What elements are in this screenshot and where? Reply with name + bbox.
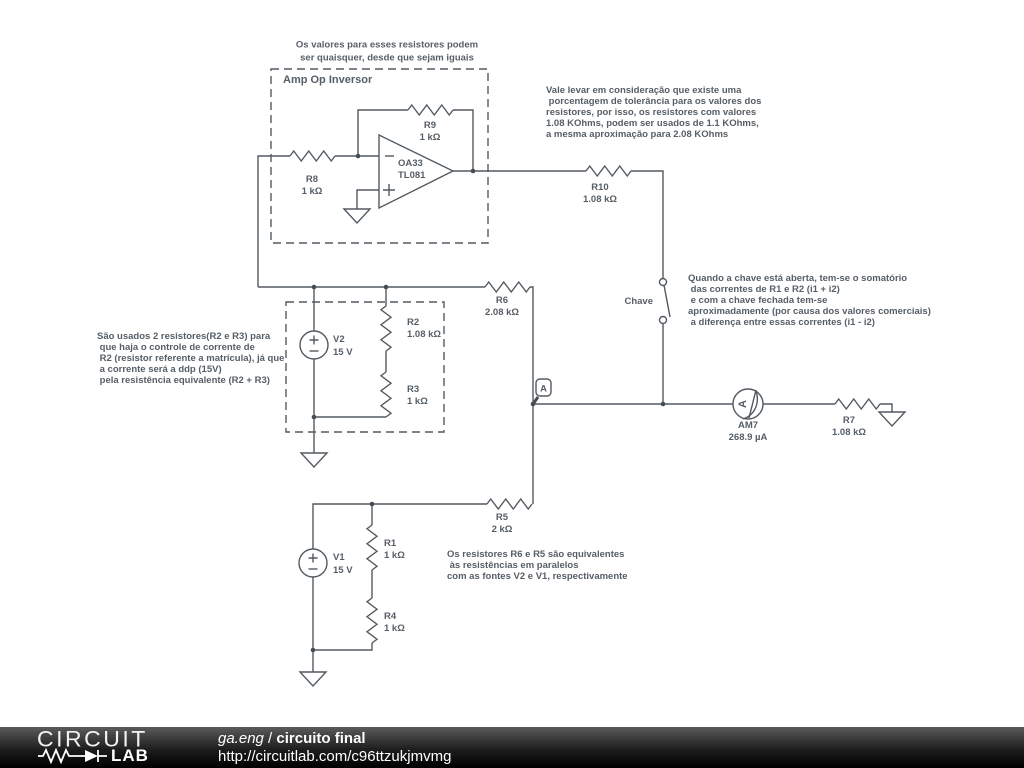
junction-dot <box>356 154 361 159</box>
component-label: R6 <box>495 295 509 306</box>
annotation-switch <box>688 273 931 328</box>
source-circle <box>300 331 328 359</box>
footer-title-line <box>218 730 451 748</box>
resistor-R1[interactable] <box>367 525 405 570</box>
resistor-R10[interactable] <box>583 166 631 205</box>
logo-lab-text: LAB <box>111 746 149 765</box>
junction-dot <box>370 502 375 507</box>
annotation-line: das correntes de R1 e R2 (i1 + i2) <box>688 284 840 295</box>
annotation-line: porcentagem de tolerância para os valores dos <box>546 96 762 107</box>
component-value: 1 kΩ <box>301 186 323 197</box>
annotation-line: a diferença entre essas correntes (i1 - i2) <box>688 317 875 328</box>
resistor-symbol <box>835 399 880 409</box>
annotation-line: ser quaisquer, desde que sejam iguais <box>300 52 474 64</box>
resistor-symbol <box>485 282 530 292</box>
junction-dot <box>311 648 316 653</box>
annotation-line: Os resistores R6 e R5 são equivalentes <box>447 549 625 560</box>
annotation-line: Vale levar em consideração que existe uma <box>546 85 742 96</box>
component-value: 1 kΩ <box>407 396 428 407</box>
annotation-line: Os valores para esses resistores podem <box>295 39 479 51</box>
component-value: 1 kΩ <box>384 550 405 561</box>
resistor-symbol <box>408 105 453 115</box>
switch-chave[interactable] <box>624 279 670 324</box>
wire <box>314 359 386 417</box>
wire <box>357 190 379 209</box>
separator: / <box>263 730 277 747</box>
resistor-R2[interactable] <box>381 306 441 351</box>
annotation-line: São usados 2 resistores(R2 e R3) para <box>97 331 271 342</box>
ground-icon <box>300 672 326 686</box>
component-model: TL081 <box>398 170 426 181</box>
component-label: AM7 <box>737 420 759 431</box>
switch-terminal <box>660 317 667 324</box>
wire <box>631 171 663 278</box>
source-circle <box>299 549 327 577</box>
annotation-equivalent <box>447 549 628 582</box>
component-value: 1.08 kΩ <box>582 194 618 205</box>
annotation-line: e com a chave fechada tem-se <box>688 295 828 306</box>
component-label: R2 <box>407 317 420 328</box>
resistor-symbol <box>367 598 377 643</box>
resistor-symbol <box>290 151 335 161</box>
annotation-current-control <box>97 331 284 386</box>
component-label: V1 <box>333 552 345 563</box>
wire <box>258 156 290 287</box>
annotation-line: às resistências em paralelos <box>447 560 579 571</box>
resistor-R6[interactable] <box>485 282 530 318</box>
wire <box>313 577 372 650</box>
resistor-symbol <box>381 372 391 417</box>
node-flag-A[interactable] <box>533 379 551 404</box>
circuit-url[interactable]: http://circuitlab.com/c96ttzukjmvmg <box>218 748 452 765</box>
footer-bar <box>0 727 1024 768</box>
component-label: R10 <box>591 182 609 193</box>
author-name[interactable]: ga.eng <box>218 730 264 747</box>
annotation-line: com as fontes V2 e V1, respectivamente <box>447 571 628 582</box>
annotation-line: resistores, por isso, os resistores com valores <box>546 107 757 118</box>
annotation-line: R2 (resistor referente a matrícula), já que <box>97 353 285 364</box>
component-value: 1.08 kΩ <box>407 329 442 340</box>
resistor-R3[interactable] <box>381 372 428 417</box>
wire <box>453 110 473 171</box>
component-value: 1.08 kΩ <box>831 427 867 438</box>
component-value: 15 V <box>333 347 353 358</box>
junction-dot <box>471 169 476 174</box>
switch-blade <box>664 285 670 317</box>
ammeter-glyph: A <box>737 400 749 408</box>
resistor-symbol <box>487 499 532 509</box>
annotation-line: Quando a chave está aberta, tem-se o somatório <box>688 273 908 284</box>
annotation-resistor-values <box>296 40 478 64</box>
ground-icon <box>344 209 370 223</box>
wire <box>880 404 892 412</box>
component-label: R7 <box>842 415 856 426</box>
resistor-R4[interactable] <box>367 598 405 643</box>
junction-dot <box>661 402 666 407</box>
annotation-line: a mesma aproximação para 2.08 KOhms <box>546 129 729 140</box>
junction-dot <box>312 285 317 290</box>
annotation-line: pela resistência equivalente (R2 + R3) <box>97 375 270 386</box>
logo-circuit-text: CIRCUIT <box>37 726 148 752</box>
node-label: A <box>540 383 547 395</box>
annotation-line: que haja o controle de corrente de <box>97 342 255 353</box>
circuit-title: circuito final <box>276 730 366 747</box>
ampop-group-label: Amp Op Inversor <box>283 74 373 86</box>
component-label: R5 <box>495 512 509 523</box>
component-label: OA33 <box>398 158 423 169</box>
component-label: R3 <box>407 384 420 395</box>
annotation-line: aproximadamente (por causa dos valores comerciais) <box>688 306 931 317</box>
component-value: 2.08 kΩ <box>484 307 520 318</box>
junction-dot <box>531 402 536 407</box>
component-value: 1 kΩ <box>384 623 405 634</box>
ground-icon <box>301 453 327 467</box>
resistor-R5[interactable] <box>487 499 532 535</box>
component-value: 268.9 µA <box>728 432 768 443</box>
circuitlab-logo[interactable] <box>37 728 179 764</box>
component-value: 15 V <box>333 565 353 576</box>
component-label: R8 <box>305 174 319 185</box>
opamp-OA33[interactable] <box>379 135 453 208</box>
ground-icon <box>879 412 905 426</box>
resistor-R7[interactable] <box>832 399 880 438</box>
resistor-R8[interactable] <box>290 151 335 197</box>
voltage-source-V1[interactable] <box>299 549 353 577</box>
resistor-symbol <box>367 525 377 570</box>
wire <box>313 504 487 549</box>
component-label: V2 <box>333 334 345 345</box>
annotation-line: 1.08 KOhms, podem ser usados de 1.1 KOhms, <box>546 118 759 129</box>
switch-terminal <box>660 279 667 286</box>
component-label: Chave <box>624 296 653 307</box>
component-label: R9 <box>423 120 437 131</box>
component-label: R1 <box>384 538 397 549</box>
resistor-symbol <box>586 166 631 176</box>
v2-group-box <box>286 302 444 432</box>
component-value: 2 kΩ <box>491 524 513 535</box>
wire <box>530 287 533 404</box>
junction-dot <box>384 285 389 290</box>
resistor-R9[interactable] <box>408 105 453 143</box>
voltage-source-V2[interactable] <box>300 331 353 359</box>
junction-dot <box>312 415 317 420</box>
resistor-symbol <box>381 306 391 351</box>
annotation-tolerance <box>546 85 761 140</box>
component-label: R4 <box>384 611 397 622</box>
wires <box>258 110 892 672</box>
annotation-line: a corrente será a ddp (15V) <box>97 364 222 375</box>
ammeter-AM7[interactable] <box>729 389 768 443</box>
component-value: 1 kΩ <box>419 132 441 143</box>
